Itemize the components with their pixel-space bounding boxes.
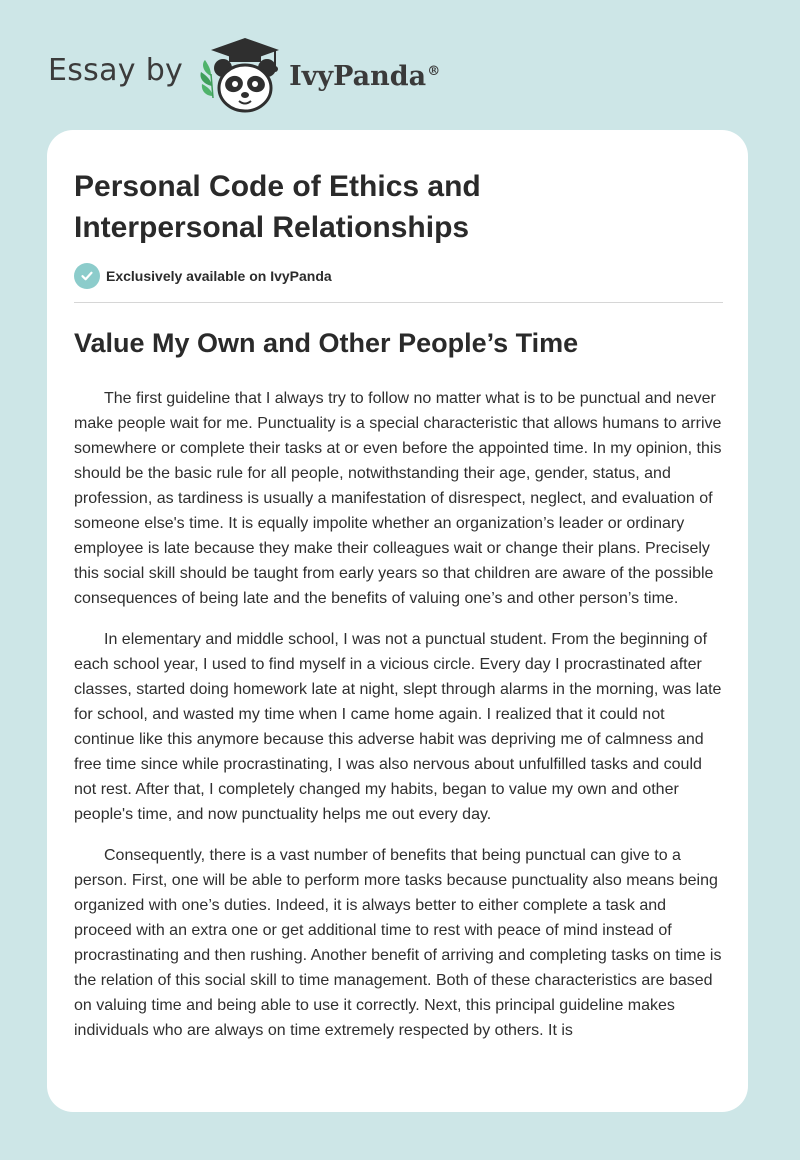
divider <box>74 302 723 303</box>
section-heading: Value My Own and Other People’s Time <box>74 328 579 358</box>
panda-graduate-icon <box>197 34 287 114</box>
badge-text: Exclusively available on IvyPanda <box>106 268 332 284</box>
brand-name: IvyPanda® <box>289 60 441 92</box>
essay-title: Personal Code of Ethics and Interpersonal Relationships <box>74 170 481 244</box>
brand-prefix: Essay by <box>48 52 184 88</box>
site-brand[interactable] <box>48 34 508 114</box>
paragraph: In elementary and middle school, I was not a punctual student. From the beginning of each school year, I used to find myself in a vicious circle. Every day I procrastinated after classes, started doing homework late at night, slept through alarms in the morning, was late for school, and wasted my time when I came home again. I realized that it could not continue like this anymore because this adverse habit was depriving me of calmness and free time since while procrastinating, I was also nervous about unfulfilled tasks and could not rest. After that, I completely changed my habits, began to value my own and other people's time, and now punctuality helps me out every day. <box>74 631 722 823</box>
essay-body <box>74 386 724 1059</box>
paragraph: Consequently, there is a vast number of benefits that being punctual can give to a person. First, one will be able to perform more tasks because punctuality also means being organized with one’s duties. Indeed, it is always better to either complete a task and proceed with an extra one or get additional time to rest with peace of mind instead of procrastinating and then rushing. Another benefit of arriving and completing tasks on time is the relation of this social skill to time management. Both of these characteristics are based on valuing time and being able to use it correctly. Next, this principal guideline makes individuals who are always on time extremely respected by others. It is <box>74 847 722 1039</box>
registered-mark: ® <box>427 63 441 79</box>
exclusive-badge <box>74 263 332 289</box>
paragraph: The first guideline that I always try to follow no matter what is to be punctual and never make people wait for me. Punctuality is a special characteristic that allows humans to arrive somewhere or complete their tasks at or even before the appointed time. In my opinion, this should be the basic rule for all people, notwithstanding their age, gender, status, and profession, as tardiness is usually a manifestation of disrespect, neglect, and evaluation of someone else's time. It is equally impolite whether an organization’s leader or ordinary employee is late because they make their colleagues wait or change their plans. Precisely this social skill should be taught from early years so that children are aware of the possible consequences of being late and the benefits of valuing one’s and other person’s time. <box>74 390 722 607</box>
essay-card <box>47 130 748 1112</box>
check-circle-icon <box>74 263 100 289</box>
